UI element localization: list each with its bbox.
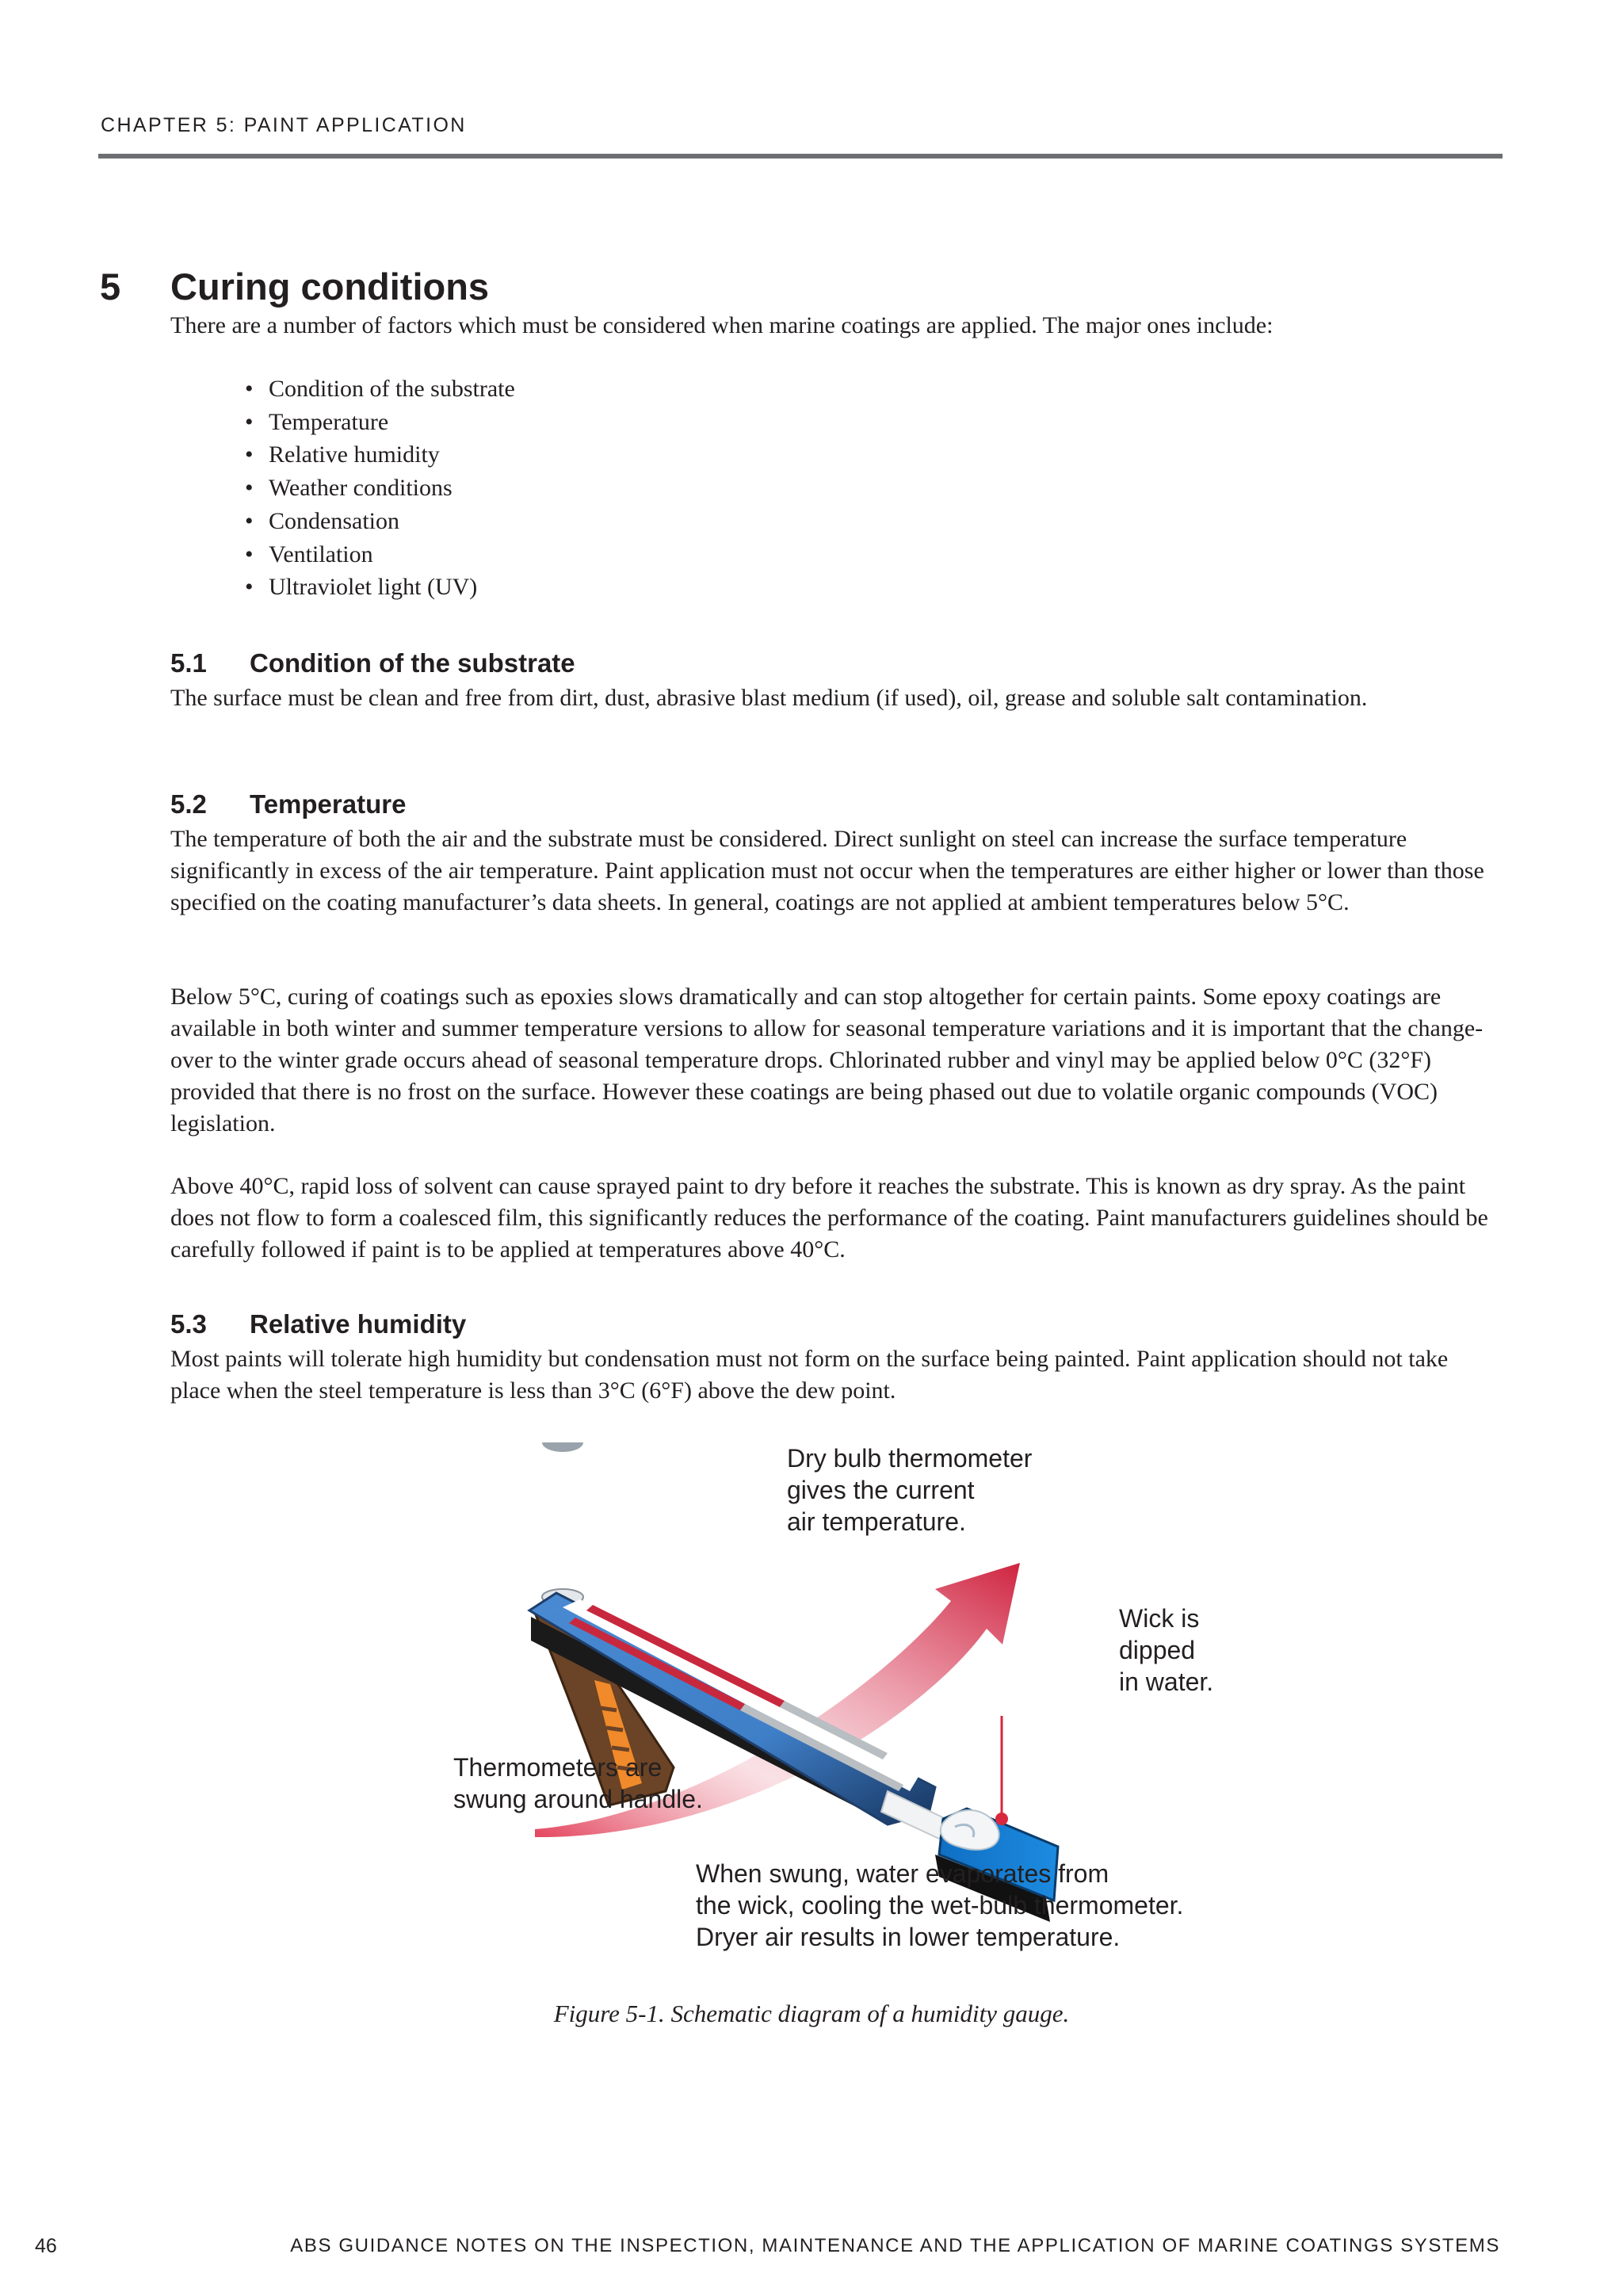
- section-paragraph: Above 40°C, rapid loss of solvent can cause sprayed paint to dry before it reaches the substrate. This is known as dry spray. As the paint does not flow to form a coalesced film, this significantly reduces the performance of the coating. Paint manufacturers guidelines should be carefully followed if paint is to be applied at temperatures above 40°C.: [170, 1173, 1488, 1263]
- section-title: Temperature: [250, 789, 407, 819]
- list-item: • Temperature: [242, 406, 515, 439]
- swung-label: Thermometers are swung around handle.: [453, 1753, 703, 1813]
- list-item: • Ultraviolet light (UV): [242, 571, 515, 604]
- humidity-gauge-figure: [444, 1442, 1236, 1997]
- wick-label: Wick is dipped in water.: [1119, 1604, 1214, 1696]
- running-head: CHAPTER 5: PAINT APPLICATION: [101, 114, 467, 136]
- section-heading-5-3: [170, 1309, 466, 1339]
- section-number: 5.1: [170, 648, 207, 678]
- list-item: • Ventilation: [242, 538, 515, 571]
- wick-pointer-dot: [995, 1813, 1008, 1825]
- list-item: • Weather conditions: [242, 472, 515, 505]
- list-item: • Condensation: [242, 505, 515, 538]
- figure-caption: Figure 5-1. Schematic diagram of a humidity gauge.: [553, 2000, 1070, 2027]
- factor-list: [242, 372, 515, 604]
- page-number: 46: [35, 2235, 57, 2257]
- section-paragraph: Most paints will tolerate high humidity but condensation must not form on the surface being painted. Paint application should not take place when the steel temperature is less than 3°C (6°F) above the dew point.: [170, 1346, 1449, 1404]
- section-paragraph: The surface must be clean and free from dirt, dust, abrasive blast medium (if used), oil, grease and soluble salt contamination.: [170, 685, 1368, 711]
- section-number: 5.2: [170, 789, 207, 819]
- section-heading-5-2: [170, 789, 406, 819]
- list-item: • Relative humidity: [242, 438, 515, 472]
- section-paragraph: The temperature of both the air and the substrate must be considered. Direct sunlight on steel can increase the surface temperature significantly in excess of the air temperature. Paint application must not occur when the temperatures are either higher or lower than those specified on the coating manufacturer’s data sheets. In general, coatings are not applied at ambient temperatures below 5°C.: [170, 826, 1484, 915]
- evaporation-label: When swung, water evaporates from the wick, cooling the wet-bulb thermometer. Dryer air results in lower temperature.: [696, 1859, 1184, 1951]
- header-rule: [98, 154, 1503, 159]
- footer-publication-title: ABS GUIDANCE NOTES ON THE INSPECTION, MAINTENANCE AND THE APPLICATION OF MARINE COATINGS SYSTEMS: [290, 2235, 1500, 2256]
- section-title: Relative humidity: [250, 1309, 467, 1339]
- list-item: • Condition of the substrate: [242, 372, 515, 406]
- dry-bulb-label: Dry bulb thermometer gives the current air temperature.: [787, 1444, 1033, 1536]
- wick: [941, 1810, 999, 1850]
- section-number: 5.3: [170, 1309, 207, 1339]
- chapter-title: Curing conditions: [170, 266, 490, 308]
- chapter-intro: There are a number of factors which must be considered when marine coatings are applied. The major ones include:: [170, 312, 1274, 338]
- section-paragraph: Below 5°C, curing of coatings such as epoxies slows dramatically and can stop altogether for certain paints. Some epoxy coatings are available in both winter and summer temperature versions to allow for seasonal temperature variations and it is important that the change-over to the winter grade occurs ahead of seasonal temperature drops. Chlorinated rubber and vinyl may be applied below 0°C (32°F) provided that there is no frost on the surface. However these coatings are being phased out due to volatile organic compounds (VOC) legislation.: [170, 984, 1484, 1137]
- chapter-number: 5: [100, 266, 121, 308]
- section-title: Condition of the substrate: [250, 648, 575, 678]
- section-heading-5-1: [170, 648, 575, 678]
